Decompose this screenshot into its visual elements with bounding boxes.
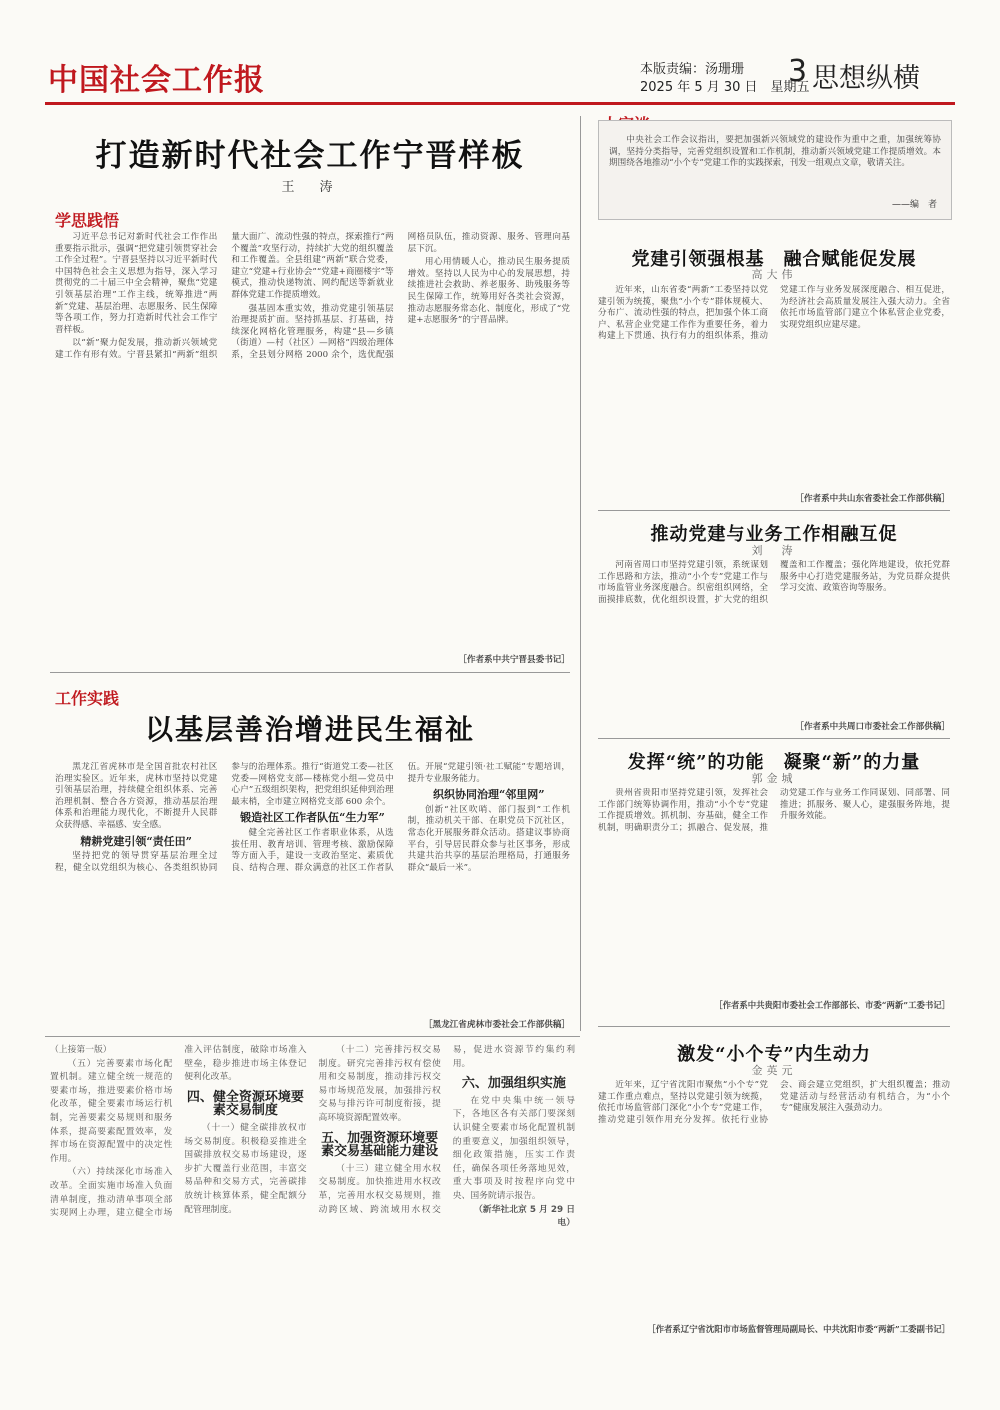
divider: [598, 1026, 950, 1027]
article2-body: [55, 762, 570, 1020]
paragraph: （十三）建立健全用水权交易制度。加快推进用水权改革，完善用水权交易规则，推动跨区域、跨流域用水权交易，促进水资源节约集约利用。: [318, 1045, 575, 1215]
subheading: 织织协同治理“邻里网”: [432, 788, 545, 802]
subheading: 锻造社区工作者队伍“生力军”: [240, 811, 385, 825]
dajia-intro: [599, 121, 951, 197]
paragraph: 近年来，山东省委“两新”工委坚持以党建引领为统揽，聚焦“小个专”群体规模大、分布广、流动性强的特点，把加强个体工商户、私营企业党建工作作为重要任务，着力构建上下贯通、执行有力的组织体系，推动党建工作与业务发展深度融合、相互促进，为经济社会高质量发展注入强大动力。全省依托市场监管部门建立个体私营企业党委，实现党组织应建尽建。: [598, 285, 950, 342]
continuation-body: [50, 1044, 575, 1369]
paragraph: 贵州省贵阳市坚持党建引领，发挥社会工作部门统筹协调作用，推动“小个专”党建工作提质增效。抓机制、夯基础，健全工作机制，明确职责分工；抓融合、促发展，推动党建工作与业务工作同谋划、同部署、同推进；抓服务、聚人心，建强服务阵地，提升服务效能。: [598, 788, 950, 833]
paragraph: （十一）健全碳排放权市场交易制度。积极稳妥推进全国碳排放权交易市场建设，逐步扩大覆盖行业范围，丰富交易品种和交易方式，完善碳排放统计核算体系，健全配额分配管理制度。: [184, 1122, 307, 1215]
paragraph: 强基固本重实效，推动党建引领基层治理提质扩面。坚持抓基层、打基础，持续深化网格化管理服务，构建“县—乡镇（街道）—村（社区）—网格”四级治理体系，全县划分网格 2000 余个，选优配强网格员队伍，推动资源、服务、管理向基层下沉。: [231, 232, 570, 360]
issue-date: 2025 年 5 月 30 日 星期五: [640, 80, 810, 95]
page-number: 3: [788, 54, 808, 89]
article2-credit: ［黑龙江省虎林市委社会工作部供稿］: [423, 1020, 570, 1030]
right-article1-body: [598, 285, 950, 493]
right-article4-body: [598, 1080, 950, 1312]
continuation-credit: （新华社北京 5 月 29 日电）: [474, 1204, 575, 1229]
masthead-rule: [45, 102, 955, 105]
paragraph: （十二）完善排污权交易制度。研究完善排污权有偿使用和交易制度，推动排污权交易市场规范发展，加强排污权交易与排污许可制度衔接，提高环境资源配置效率。: [318, 1045, 441, 1123]
divider: [45, 1036, 580, 1037]
dajia-intro-box: [598, 120, 952, 220]
divider: [598, 510, 950, 511]
column-divider: [580, 116, 581, 1031]
right-article2-credit: ［作者系中共周口市委社会工作部供稿］: [795, 722, 950, 732]
paragraph: 中央社会工作会议指出，要把加强新兴领域党的建设作为重中之重，加强统筹协调，坚持分类指导，完善党组织设置和工作机制，推动新兴领域党建工作提质增效。本期围绕各地推动“小个专”党建工作的实践探索，刊发一组观点文章，敬请关注。: [609, 135, 941, 169]
right-article3-author: 郭金城: [751, 772, 797, 785]
continuation-jump: （上接第一版）: [50, 1045, 112, 1055]
right-article1-credit: ［作者系中共山东省委社会工作部供稿］: [795, 494, 950, 504]
column-label-xuesi: 学思践悟: [55, 211, 120, 230]
divider: [50, 672, 570, 673]
paragraph: （五）完善要素市场化配置机制。建立健全统一规范的要素市场，推进要素价格市场化改革，健全要素市场运行机制，完善要素交易规则和服务体系，提高要素配置效率，发挥市场在资源配置中的决定性作用。: [50, 1058, 173, 1164]
page-editor: 本版责编：汤珊珊: [640, 62, 745, 77]
right-article1-title: 党建引领强根基 融合赋能促发展: [631, 249, 917, 270]
continuation-heading: 四、健全资源环境要素交易制度: [186, 1089, 304, 1119]
right-article4-author: 金英元: [751, 1064, 797, 1077]
right-article4-title: 激发“小个专”内生动力: [677, 1044, 871, 1065]
paragraph: 近年来，辽宁省沈阳市聚焦“小个专”党建工作重点难点，坚持以党建引领为统揽，依托市场监管部门深化“小个专”党建工作，推动党建引领作用充分发挥。依托行业协会、商会建立党组织，扩大组织覆盖；推动党建活动与经营活动有机结合，为“小个专”健康发展注入强劲动力。: [598, 1080, 950, 1125]
paragraph: 用心用情暖人心，推动民生服务提质增效。坚持以人民为中心的发展思想，持续推进社会救助、养老服务、助残服务等民生保障工作，统筹用好各类社会资源，推动志愿服务常态化、制度化，形成了“党建+志愿服务”的宁晋品牌。: [407, 257, 570, 326]
continuation-heading: 六、加强组织实施: [461, 1076, 566, 1092]
article1-body: [55, 232, 570, 652]
right-article1-author: 高大伟: [751, 268, 797, 281]
column-label-gongzuo: 工作实践: [55, 689, 120, 708]
right-article3-title: 发挥“统”的功能 凝聚“新”的力量: [627, 752, 921, 773]
right-article3-body: [598, 788, 950, 988]
section-name: 思想纵横: [812, 63, 920, 94]
paragraph: 创新“社区吹哨、部门报到”工作机制，推动机关干部、在职党员下沉社区，常态化开展服务群众活动。搭建议事协商平台，引导居民群众参与社区事务，形成共建共治共享的基层治理格局，打通服务群众“最后一米”。: [407, 804, 570, 873]
right-article4-credit: ［作者系辽宁省沈阳市市场监督管理局副局长、中共沈阳市委“两新”工委副书记］: [647, 1324, 950, 1334]
right-article2-author: 刘 涛: [751, 544, 797, 557]
newspaper-logo: 中国社会工作报: [48, 63, 265, 98]
right-article3-credit: ［作者系中共贵阳市委社会工作部部长、市委“两新”工委书记］: [714, 1000, 950, 1010]
paragraph: 以“新”聚力促发展，推动新兴领域党建工作有形有效。宁晋县紧扣“两新”组织量大面广、流动性强的特点，探索推行“两个覆盖”攻坚行动，持续扩大党的组织覆盖和工作覆盖。全县组建“两新”联合党委，建立“党建+行业协会”“党建+商圈楼宇”等模式，推动快递物流、网约配送等新就业群体党建工作提质增效。: [55, 232, 394, 360]
paragraph: 健全完善社区工作者职业体系，从选拔任用、教育培训、管理考核、激励保障等方面入手，建设一支政治坚定、素质优良、结构合理、群众满意的社区工作者队伍。开展“党建引领·社工赋能”专题培训，提升专业服务能力。: [231, 762, 570, 873]
divider: [598, 738, 950, 739]
right-article2-body: [598, 560, 950, 720]
article2-title: 以基层善治增进民生福祉: [144, 713, 475, 746]
right-article2-title: 推动党建与业务工作相融互促: [650, 524, 898, 545]
paragraph: 坚持把党的领导贯穿基层治理全过程，健全以党组织为核心、各类组织协同参与的治理体系。推行“街道党工委—社区党委—网格党支部—楼栋党小组—党员中心户”五级组织架构，把党组织延伸到治理最末梢，全市建立网格党支部 600 余个。: [55, 762, 394, 873]
paragraph: 习近平总书记对新时代社会工作作出重要指示批示，强调“把党建引领贯穿社会工作全过程”。宁晋县坚持以习近平新时代中国特色社会主义思想为指导，深入学习贯彻党的二十届三中全会精神，聚焦“党建引领基层治理”工作主线，统筹推进“两新”党建、基层治理、志愿服务、民生保障等各项工作，努力打造新时代社会工作宁晋样板。: [55, 232, 218, 335]
paragraph: 河南省周口市坚持党建引领，系统谋划工作思路和方法，推动“小个专”党建工作与市场监管业务深度融合。织密组织网络，全面摸排底数，优化组织设置，扩大党的组织覆盖和工作覆盖；强化阵地建设，依托党群服务中心打造党建服务站，为党员群众提供学习交流、政策咨询等服务。: [598, 560, 950, 605]
article1-title: 打造新时代社会工作宁晋样板: [95, 138, 525, 174]
article1-author: 王 涛: [281, 180, 339, 195]
paragraph: 黑龙江省虎林市是全国首批农村社区治理实验区。近年来，虎林市坚持以党建引领基层治理，持续健全组织体系、完善治理机制、整合各方资源，推动基层治理体系和治理能力现代化，不断提升人民群众获得感、幸福感、安全感。: [55, 762, 218, 830]
subheading: 精耕党建引领“责任田”: [80, 834, 192, 848]
paragraph: （六）持续深化市场准入改革。全面实施市场准入负面清单制度，推动清单事项全部实现网上办理，建立健全市场准入评估制度，破除市场准入壁垒，稳步推进市场主体登记便利化改革。: [50, 1045, 307, 1219]
editor-signature: ——编 者: [891, 200, 937, 210]
paragraph: 在党中央集中统一领导下，各地区各有关部门要深刻认识健全要素市场化配置机制的重要意义，加强组织领导，细化政策措施，压实工作责任，确保各项任务落地见效，重大事项及时按程序向党中央、国务院请示报告。: [452, 1095, 575, 1201]
article1-credit: ［作者系中共宁晋县委书记］: [458, 655, 570, 665]
continuation-heading: 五、加强资源环境要素交易基础能力建设: [321, 1130, 439, 1160]
